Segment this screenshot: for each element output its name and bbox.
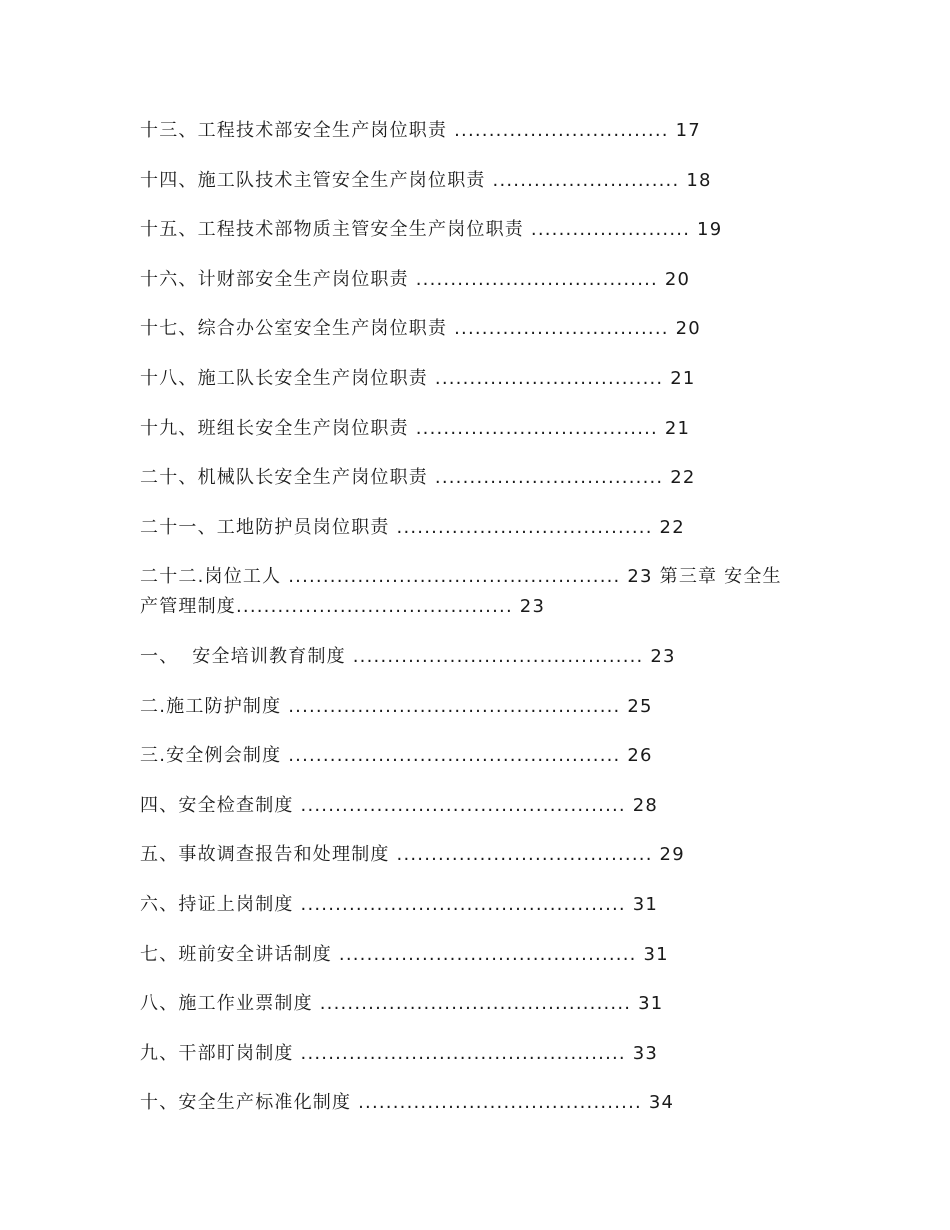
toc-entry-17[interactable]: 十七、综合办公室安全生产岗位职责 ............................... 20: [140, 318, 701, 340]
table-of-contents: [140, 116, 820, 1138]
toc-entry-ch3-2[interactable]: 二.施工防护制度 ................................................ 25: [140, 695, 653, 717]
toc-entry-21[interactable]: 二十一、工地防护员岗位职责 ..................................... 22: [140, 516, 685, 538]
toc-entry-22-and-chapter-3[interactable]: 二十二.岗位工人 ................................................ 23 第三章 安全生 产管理制度........................................ 23: [140, 566, 782, 618]
toc-entry-13[interactable]: 十三、工程技术部安全生产岗位职责 ............................... 17: [140, 120, 701, 141]
toc-entry-ch3-5[interactable]: 五、事故调查报告和处理制度 ..................................... 29: [140, 844, 685, 866]
toc-entry-ch3-8[interactable]: 八、施工作业票制度 ............................................. 31: [140, 993, 664, 1015]
toc-entry-20[interactable]: 二十、机械队长安全生产岗位职责 ................................. 22: [140, 467, 696, 489]
toc-entry-ch3-3[interactable]: 三.安全例会制度 ................................................ 26: [140, 745, 653, 767]
toc-entry-19[interactable]: 十九、班组长安全生产岗位职责 ................................... 21: [140, 417, 691, 439]
toc-entry-ch3-9[interactable]: 九、干部盯岗制度 ............................................... 33: [140, 1042, 659, 1064]
toc-entry-14[interactable]: 十四、施工队技术主管安全生产岗位职责 ........................... 18: [140, 169, 712, 191]
toc-entry-15[interactable]: 十五、工程技术部物质主管安全生产岗位职责 ....................... 19: [140, 219, 723, 241]
toc-entry-16[interactable]: 十六、计财部安全生产岗位职责 ................................... 20: [140, 268, 691, 290]
toc-entry-ch3-1[interactable]: 一、 安全培训教育制度 .......................................... 23: [140, 645, 676, 667]
toc-entry-ch3-10[interactable]: 十、安全生产标准化制度 ......................................... 34: [140, 1092, 675, 1114]
toc-entry-ch3-7[interactable]: 七、班前安全讲话制度 ........................................... 31: [140, 943, 669, 965]
toc-entry-ch3-4[interactable]: 四、安全检查制度 ............................................... 28: [140, 794, 659, 816]
toc-entry-ch3-6[interactable]: 六、持证上岗制度 ............................................... 31: [140, 893, 659, 915]
toc-entry-18[interactable]: 十八、施工队长安全生产岗位职责 ................................. 21: [140, 367, 696, 389]
